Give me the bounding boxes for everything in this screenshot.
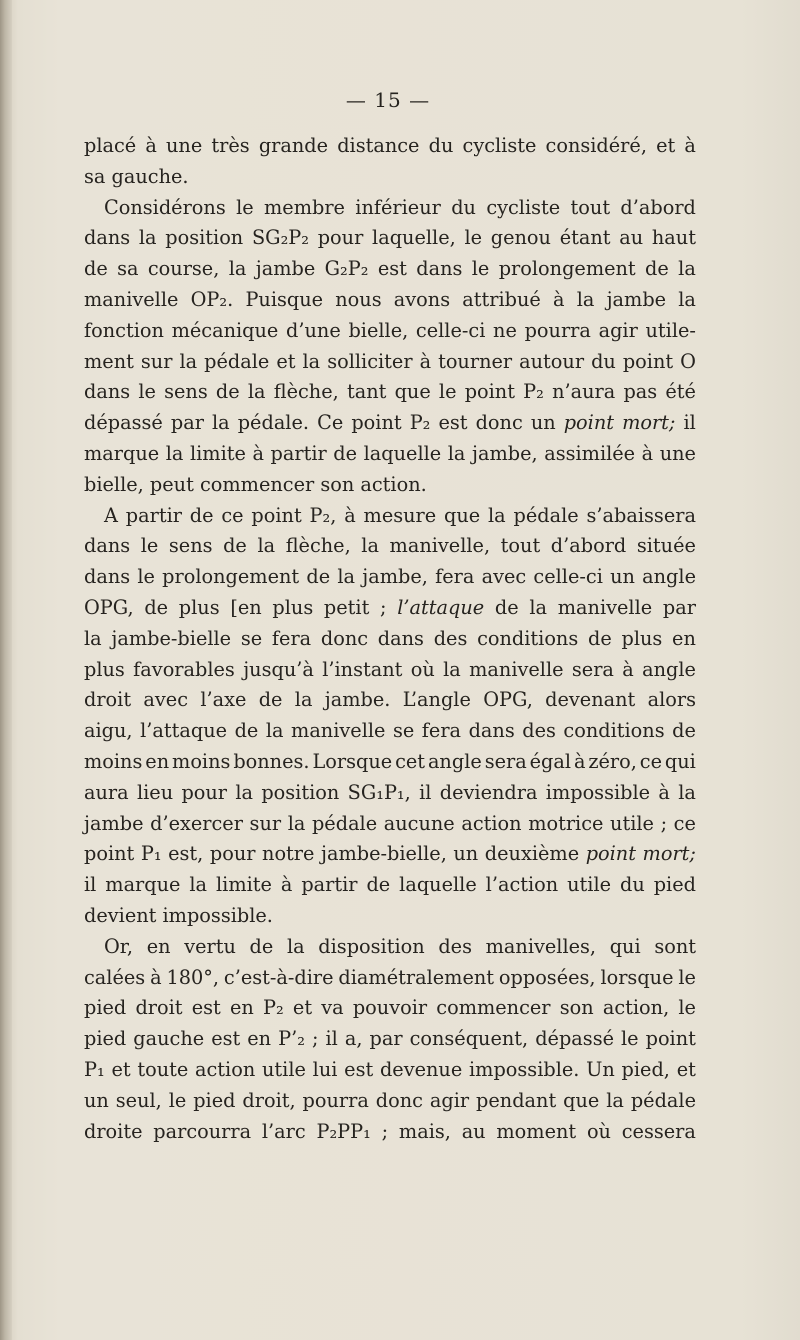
page-number: — 15 — [345,88,431,112]
text-line: de sa course, la jambe G₂P₂ est dans le prolongement de la [84,257,696,281]
text-line: pied gauche est en P’₂ ; il a, par conséquent, dépassé le point [84,1027,696,1051]
text-line: aura lieu pour la position SG₁P₁, il deviendra impossible à la [84,780,696,804]
text-line: moins en moins bonnes. Lorsque cet angle sera égal à zéro, ce qui [84,749,696,773]
text-line: jambe d’exercer sur la pédale aucune action motrice utile ; ce [84,811,696,835]
text-line: placé à une très grande distance du cycliste considéré, et à [84,134,696,157]
text-line: aigu, l’attaque de la manivelle se fera dans des conditions de [84,719,696,743]
text-line: calées à 180°, c’est-à-dire diamétralement opposées, lorsque le [84,965,696,989]
text-line: Considérons le membre inférieur du cycliste tout d’abord [104,195,696,219]
text-line: dans le sens de la flèche, la manivelle, tout d’abord située [84,534,696,558]
text-line: P₁ et toute action utile lui est devenue impossible. Un pied, et [84,1057,696,1081]
text-line: fonction mécanique d’une bielle, celle-ci ne pourra agir utile- [84,318,696,342]
text-line: dans le sens de la flèche, tant que le point P₂ n’aura pas été [84,380,696,404]
text-line: plus favorables jusqu’à l’instant où la manivelle sera à angle [84,657,696,681]
text-line: OPG, de plus [en plus petit ; l’attaque de la manivelle par [84,595,696,619]
text-line: manivelle OP₂. Puisque nous avons attribué à la jambe la [84,287,696,311]
text-line: dans le prolongement de la jambe, fera avec celle-ci un angle [84,565,696,589]
text-line: marque la limite à partir de laquelle la jambe, assimilée à une [84,441,696,465]
text-line: un seul, le pied droit, pourra donc agir pendant que la pédale [84,1088,696,1112]
text-line: point P₁ est, pour notre jambe-bielle, un deuxième point mort; [84,842,696,866]
text-line: bielle, peut commencer son action. [84,472,427,496]
text-line: il marque la limite à partir de laquelle l’action utile du pied [84,873,696,897]
text-line: sa gauche. [84,164,189,188]
text-line: la jambe-bielle se fera donc dans des conditions de plus en [84,626,696,650]
text-line: droit avec l’axe de la jambe. L’angle OPG, devenant alors [84,688,696,712]
text-line: Or, en vertu de la disposition des manivelles, qui sont [104,934,696,958]
body-text [84,131,696,1147]
text-line: dépassé par la pédale. Ce point P₂ est donc un point mort; il [84,411,696,435]
binding-edge [0,0,12,1340]
text-line: pied droit est en P₂ et va pouvoir commencer son action, le [84,996,696,1020]
text-line: ment sur la pédale et la solliciter à tourner autour du point O [84,349,696,373]
text-line: A partir de ce point P₂, à mesure que la pédale s’abaissera [104,503,696,527]
text-line: dans la position SG₂P₂ pour laquelle, le genou étant au haut [84,226,696,250]
text-line: devient impossible. [84,903,273,927]
text-line: droite parcourra l’arc P₂PP₁ ; mais, au moment où cessera [84,1119,696,1143]
